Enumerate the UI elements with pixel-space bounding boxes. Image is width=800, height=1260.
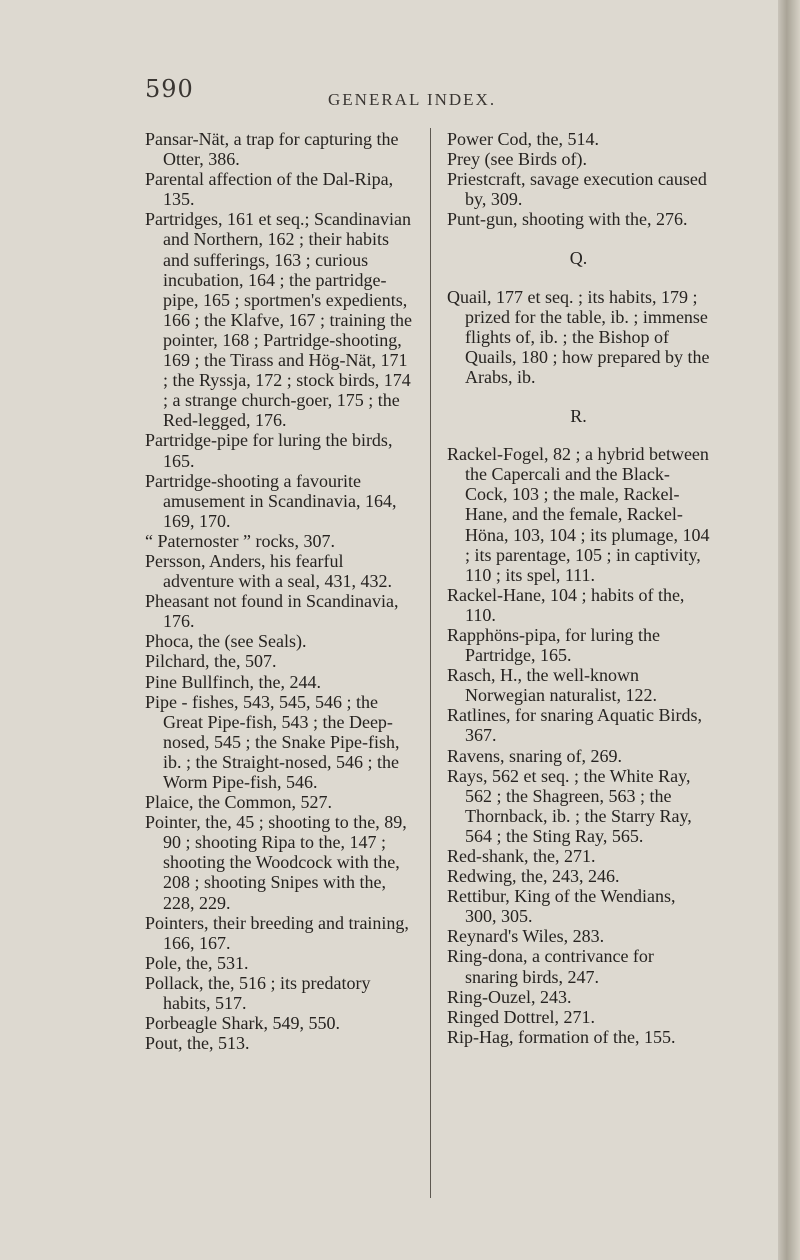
index-entry: Partridge-pipe for luring the birds, 165. (145, 430, 393, 471)
index-entry: Priestcraft, savage execution caused by, 309. (447, 169, 707, 210)
index-entry: Pointer, the, 45 ; shooting to the, 89, 90 ; shooting Ripa to the, 147 ; shooting the Woodcock with the, 208 ; shooting Snipes with the, 228, 229. (145, 812, 407, 913)
index-entry: Pipe - fishes, 543, 545, 546 ; the Great Pipe-fish, 543 ; the Deep-nosed, 545 ; the Snake Pipe-fish, ib. ; the Straight-nosed, 546 ; the Worm Pipe-fish, 546. (145, 691, 400, 792)
index-entry: Red-shank, the, 271. (447, 846, 596, 866)
column-divider (430, 128, 431, 1198)
index-entry: Partridge-shooting a favourite amusement in Scandinavia, 164, 169, 170. (145, 470, 397, 531)
index-entry: Reynard's Wiles, 283. (447, 926, 605, 947)
index-entry: Rasch, H., the well-known Norwegian naturalist, 122. (447, 665, 657, 706)
index-entry: Rettibur, King of the Wendians, 300, 305. (447, 886, 676, 927)
index-entry: Pine Bullfinch, the, 244. (145, 671, 321, 692)
section-letter-r: R. (570, 406, 587, 427)
index-entry: Pansar-Nät, a trap for capturing the Otter, 386. (145, 129, 399, 170)
index-entry: Pout, the, 513. (145, 1033, 250, 1054)
running-head: GENERAL INDEX. (328, 90, 497, 109)
index-entry: Rapphöns-pipa, for luring the Partridge, 165. (447, 624, 660, 666)
index-entry: Partridges, 161 et seq.; Scandinavian and Northern, 162 ; their habits and sufferings, 163 ; curious incubation, 164 ; the partridge-pipe, 165 ; sportmen's expedients, 166 ; the Klafve, 167 ; training the pointer, 168 ; Partridge-shooting, 169 ; the Tirass and Hög-Nät, 171 ; the Ryssja, 172 ; stock birds, 174 ; a strange church-goer, 175 ; the Red-legged, 176. (145, 209, 412, 431)
index-entry: Rip-Hag, formation of the, 155. (447, 1026, 676, 1047)
index-entry: Prey (see Birds of). (447, 149, 587, 170)
index-entry: Phoca, the (see Seals). (145, 631, 307, 652)
index-entry: “ Paternoster ” rocks, 307. (145, 530, 335, 551)
index-entry: Porbeagle Shark, 549, 550. (145, 1013, 340, 1034)
index-entry: Pilchard, the, 507. (145, 651, 277, 672)
index-entry: Plaice, the Common, 527. (145, 792, 332, 813)
index-entry: Persson, Anders, his fearful adventure with a seal, 431, 432. (145, 550, 392, 592)
index-entry: Rackel-Fogel, 82 ; a hybrid between the Capercali and the Black-Cock, 103 ; the male, Rackel-Hane, and the female, Rackel-Höna, 103, 104 ; its plumage, 104 ; its parentage, 105 ; in captivity, 110 ; its spel, 111. (447, 444, 710, 585)
index-entry: Pollack, the, 516 ; its predatory habits, 517. (145, 972, 371, 1014)
index-entry: Ravens, snaring of, 269. (447, 745, 622, 766)
page-edge-shadow (778, 0, 800, 1260)
index-entry: Rays, 562 et seq. ; the White Ray, 562 ; the Shagreen, 563 ; the Thornback, ib. ; the Starry Ray, 564 ; the Sting Ray, 565. (447, 765, 692, 846)
section-letter-q: Q. (569, 248, 588, 269)
index-entry: Ringed Dottrel, 271. (447, 1006, 595, 1027)
index-entry: Pheasant not found in Scandinavia, 176. (145, 591, 399, 632)
right-index-column (447, 129, 710, 1047)
index-entry: Quail, 177 et seq. ; its habits, 179 ; prized for the table, ib. ; immense flights of, ib. ; the Bishop of Quails, 180 ; how prepared by the Arabs, ib. (447, 286, 710, 387)
left-index-column (145, 129, 413, 1053)
page-number: 590 (145, 75, 194, 103)
index-entry: Pole, the, 531. (145, 952, 249, 973)
index-entry: Redwing, the, 243, 246. (447, 866, 620, 887)
index-entry: Ring-dona, a contrivance for snaring birds, 247. (447, 946, 654, 987)
index-entry: Ring-Ouzel, 243. (447, 986, 572, 1007)
index-entry: Punt-gun, shooting with the, 276. (447, 209, 688, 230)
index-entry: Rackel-Hane, 104 ; habits of the, 110. (447, 584, 685, 625)
index-entry: Pointers, their breeding and training, 166, 167. (145, 912, 409, 953)
index-entry: Parental affection of the Dal-Ripa, 135. (145, 169, 394, 210)
index-entry: Power Cod, the, 514. (447, 129, 599, 149)
index-entry: Ratlines, for snaring Aquatic Birds, 367. (447, 705, 702, 746)
